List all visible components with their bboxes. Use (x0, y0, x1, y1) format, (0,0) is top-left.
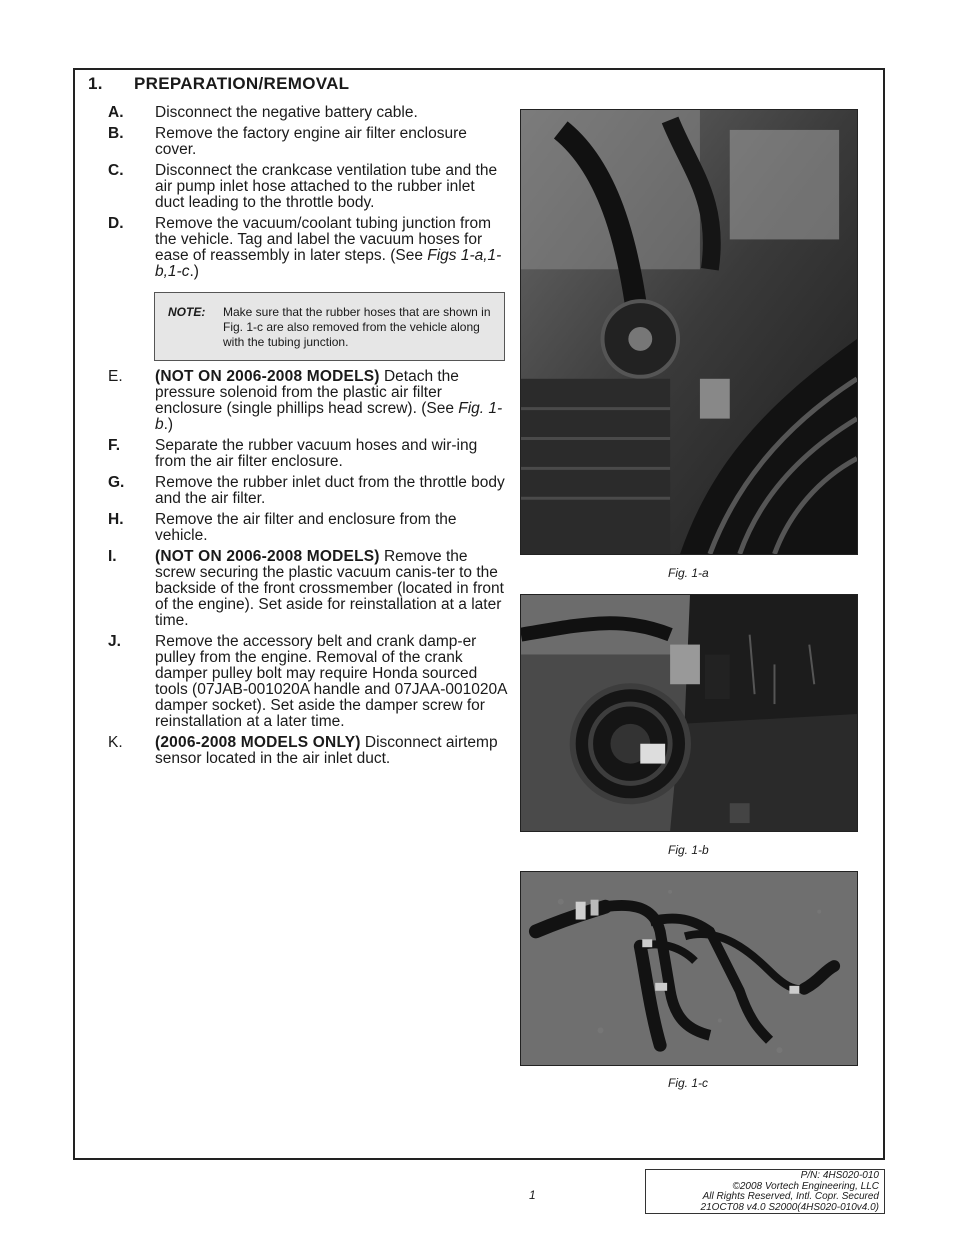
copyright: ©2008 Vortech Engineering, LLC (732, 1180, 879, 1192)
step-label: K. (108, 734, 123, 751)
step-h (108, 512, 508, 544)
step-text: Separate the rubber vacuum hoses and wir-ing from the air filter enclosure. (155, 437, 478, 470)
step-i (108, 549, 508, 629)
page-number: 1 (529, 1188, 536, 1202)
section-title: PREPARATION/REMOVAL (134, 74, 350, 93)
step-label: H. (108, 511, 124, 528)
steps-list (108, 105, 508, 772)
step-label: G. (108, 474, 125, 491)
step-text: Remove the air filter and enclosure from the vehicle. (155, 511, 457, 544)
step-text (155, 216, 508, 280)
note-label: NOTE: (168, 305, 206, 319)
document-version: 21OCT08 v4.0 S2000(4HS020-010v4.0) (700, 1201, 879, 1213)
step-label: I. (108, 548, 117, 565)
step-g (108, 475, 508, 507)
step-text (155, 735, 508, 767)
step-d (108, 216, 508, 280)
model-note: (NOT ON 2006-2008 MODELS) (155, 548, 380, 565)
hoses-photo (521, 872, 857, 1065)
figure-1c-caption: Fig. 1-c (668, 1076, 709, 1090)
section-number: 1. (88, 74, 103, 93)
step-label: F. (108, 437, 121, 454)
step-tail: .) (163, 416, 174, 433)
step-label: B. (108, 125, 124, 142)
figure-reference: Figs 1-a,1-b,1-c (155, 247, 502, 280)
step-j (108, 634, 508, 730)
step-tail: .) (189, 263, 199, 280)
step-label: A. (108, 104, 124, 121)
footer-info (645, 1169, 885, 1214)
step-label: D. (108, 215, 124, 232)
step-text: Remove the rubber inlet duct from the throttle body and the air filter. (155, 474, 505, 507)
step-f (108, 438, 508, 470)
figure-reference: Fig. 1-b (155, 400, 503, 433)
engine-bay-photo (521, 110, 857, 554)
figure-1a-caption: Fig. 1-a (668, 566, 709, 580)
step-body: Remove the screw securing the plastic vacuum canis-ter to the backside of the front crossmember (located in front of the engine). Set aside for reinstallation at a later time. (155, 548, 504, 629)
figure-1b-photo (520, 594, 858, 832)
step-text: Remove the factory engine air filter enclosure cover. (155, 125, 467, 158)
step-text: Disconnect the crankcase ventilation tube and the air pump inlet hose attached to the rubber inlet duct leading to the throttle body. (155, 162, 498, 211)
step-text (155, 549, 508, 629)
step-a (108, 105, 508, 121)
step-k (108, 735, 508, 767)
rights: All Rights Reserved, Intl. Copr. Secured (702, 1191, 879, 1202)
note-text: Make sure that the rubber hoses that are shown in Fig. 1-c are also removed from the vehicle along with the tubing junction. (223, 305, 491, 349)
model-note: (2006-2008 MODELS ONLY) (155, 734, 361, 751)
air-filter-photo (521, 595, 857, 831)
model-note: (NOT ON 2006-2008 MODELS) (155, 368, 380, 385)
figure-1b-caption: Fig. 1-b (668, 843, 709, 857)
step-label: J. (108, 633, 121, 650)
step-text (155, 369, 508, 433)
step-body: Remove the vacuum/coolant tubing junction from the vehicle. Tag and label the vacuum hoses for ease of reassembly in later steps. (See (155, 215, 492, 264)
step-text: Disconnect the negative battery cable. (155, 104, 418, 121)
section-heading (88, 74, 349, 94)
figure-1c-photo (520, 871, 858, 1066)
note-box (154, 292, 505, 361)
step-label: C. (108, 162, 124, 179)
step-body: Disconnect airtemp sensor located in the air inlet duct. (155, 734, 498, 767)
step-body: Detach the pressure solenoid from the plastic air filter enclosure (single phillips head screw). (See (155, 368, 459, 417)
step-e (108, 369, 508, 433)
step-c (108, 163, 508, 211)
step-label: E. (108, 368, 123, 385)
part-number: P/N: 4HS020-010 (800, 1170, 879, 1181)
step-b (108, 126, 508, 158)
figure-1a-photo (520, 109, 858, 555)
step-text: Remove the accessory belt and crank damp-er pulley from the engine. Removal of the crank damper pulley bolt may require Honda sourced tools (07JAB-001020A handle and 07JAA-001020A damper socket). Set aside the damper screw for reinstallation at a later time. (155, 633, 507, 730)
